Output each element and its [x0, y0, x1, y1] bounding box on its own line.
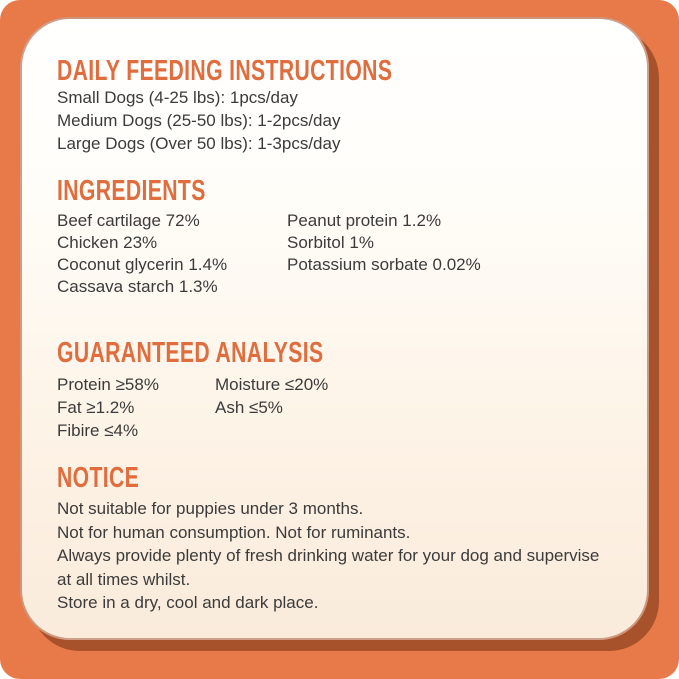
feeding-line-medium: Medium Dogs (25-50 lbs): 1-2pcs/day [57, 111, 341, 130]
notice-line: at all times whilst. [57, 569, 191, 589]
ingredient-item: Cassava starch 1.3% [57, 277, 218, 296]
notice-lines [57, 497, 627, 615]
notice-title: NOTICE [57, 462, 140, 494]
ingredient-item: Coconut glycerin 1.4% [57, 255, 228, 274]
analysis-item: Protein ≥58% [57, 375, 159, 394]
ingredients-title: INGREDIENTS [57, 175, 206, 207]
ingredients-section-header [57, 177, 627, 205]
analysis-item: Fibire ≤4% [57, 421, 139, 440]
analysis-list [57, 373, 627, 442]
feeding-lines [57, 86, 627, 155]
analysis-item-empty [215, 419, 627, 442]
ingredient-item: Beef cartilage 72% [57, 211, 200, 230]
analysis-title: GUARANTEED ANALYSIS [57, 337, 324, 369]
notice-section-header [57, 464, 627, 492]
ingredient-item: Sorbitol 1% [287, 233, 374, 252]
ingredient-item-empty [287, 276, 627, 298]
analysis-item: Ash ≤5% [215, 398, 283, 417]
analysis-section-header [57, 339, 627, 367]
notice-line: Always provide plenty of fresh drinking water for your dog and supervise [57, 546, 600, 565]
feeding-section-header [57, 57, 627, 85]
feeding-line-large: Large Dogs (Over 50 lbs): 1-3pcs/day [57, 134, 341, 153]
ingredients-list [57, 210, 627, 298]
analysis-item: Fat ≥1.2% [57, 398, 135, 417]
notice-line: Not suitable for puppies under 3 months. [57, 499, 364, 518]
feeding-title: DAILY FEEDING INSTRUCTIONS [57, 55, 393, 87]
analysis-item: Moisture ≤20% [215, 375, 329, 394]
feeding-line-small: Small Dogs (4-25 lbs): 1pcs/day [57, 88, 298, 107]
ingredient-item: Chicken 23% [57, 233, 158, 252]
notice-line: Not for human consumption. Not for ruminants. [57, 522, 411, 542]
notice-line: Store in a dry, cool and dark place. [57, 593, 319, 612]
label-card [20, 17, 649, 640]
ingredient-item: Potassium sorbate 0.02% [287, 255, 481, 274]
ingredient-item: Peanut protein 1.2% [287, 211, 442, 230]
